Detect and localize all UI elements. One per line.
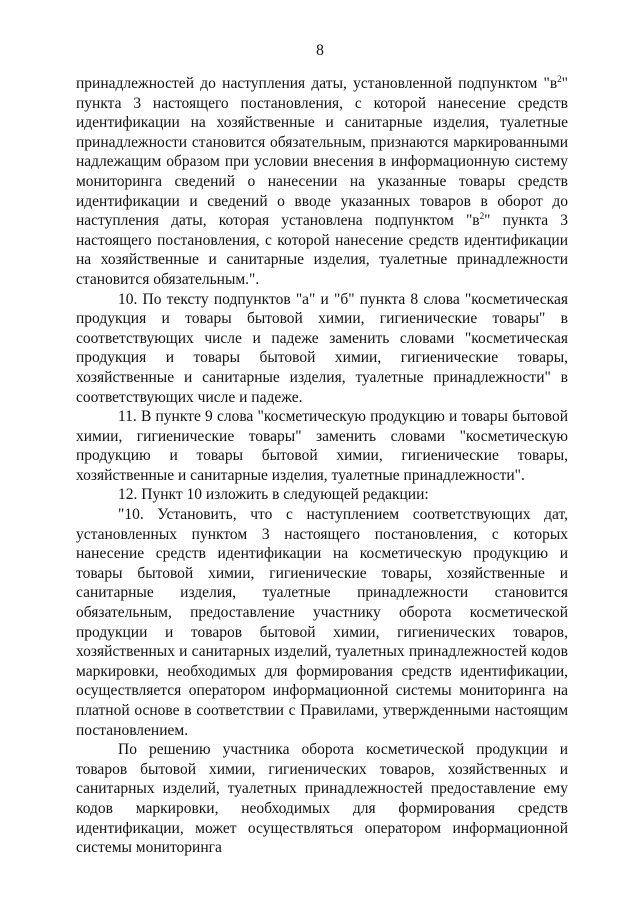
paragraph-new-item-10: "10. Установить, что с наступлением соответствующих дат, установленных пунктом 3 настоящего постановления, с которых нанесение средств идентификации на косметическую продукцию и товары бытовой химии, гигиенические товары, хозяйственные и санитарные изделия, туалетные принадлежности становится обязательным, предоставление участнику оборота косметической продукции и товаров бытовой химии, гигиенических товаров, хозяйственных и санитарных изделий, туалетных принадлежностей кодов маркировки, необходимых для формирования средств идентификации, осуществляется оператором информационной системы мониторинга на платной основе в соответствии с Правилами, утвержденными настоящим постановлением. [76,506,568,739]
superscript: 2 [479,211,485,222]
page-number: 8 [316,42,324,59]
paragraph-item-10: 10. По тексту подпунктов "а" и "б" пункта 8 слова "косметическая продукция и товары бытовой химии, гигиенические товары" в соответствующих числе и падеже заменить словами "косметическая продукция и товары бытовой химии, гигиенические товары, хозяйственные и санитарные изделия, туалетные принадлежности" в соответствующих числе и падеже. [76,290,568,406]
paragraph-participant-decision: По решению участника оборота косметической продукции и товаров бытовой химии, гигиенических товаров, хозяйственных и санитарных изделий, туалетных принадлежностей предоставление ему кодов маркировки, необходимых для формирования средств идентификации, может осуществляться оператором информационной системы мониторинга [76,741,568,857]
document-body [76,74,568,858]
paragraph-text: принадлежностей до наступления даты, установленной подпунктом "в [76,75,558,92]
paragraph-continuation [76,74,568,290]
superscript: 2 [557,74,562,84]
paragraph-item-11: 11. В пункте 9 слова "косметическую продукцию и товары бытовой химии, гигиенические товары" заменить словами "косметическую продукцию и товары бытовой химии, гигиенические товары, хозяйственные и санитарные изделия, туалетные принадлежности". [76,408,568,484]
paragraph-text: " пункта 3 настоящего постановления, с которой нанесение средств идентификации на хозяйственные и санитарные изделия, туалетные принадлежности становится обязательным.". [76,212,568,288]
paragraph-text: " пункта 3 настоящего постановления, с которой нанесение средств идентификации на хозяйственные и санитарные изделия, туалетные принадлежности становится обязательным, признаются маркированными надлежащим образом при условии внесения в информационную систему мониторинга сведений о нанесении на указанные товары средств идентификации и сведений о вводе указанных товаров в оборот до наступления даты, которая установлена подпунктом "в [76,75,568,230]
paragraph-item-12: 12. Пункт 10 изложить в следующей редакции: [118,486,429,504]
